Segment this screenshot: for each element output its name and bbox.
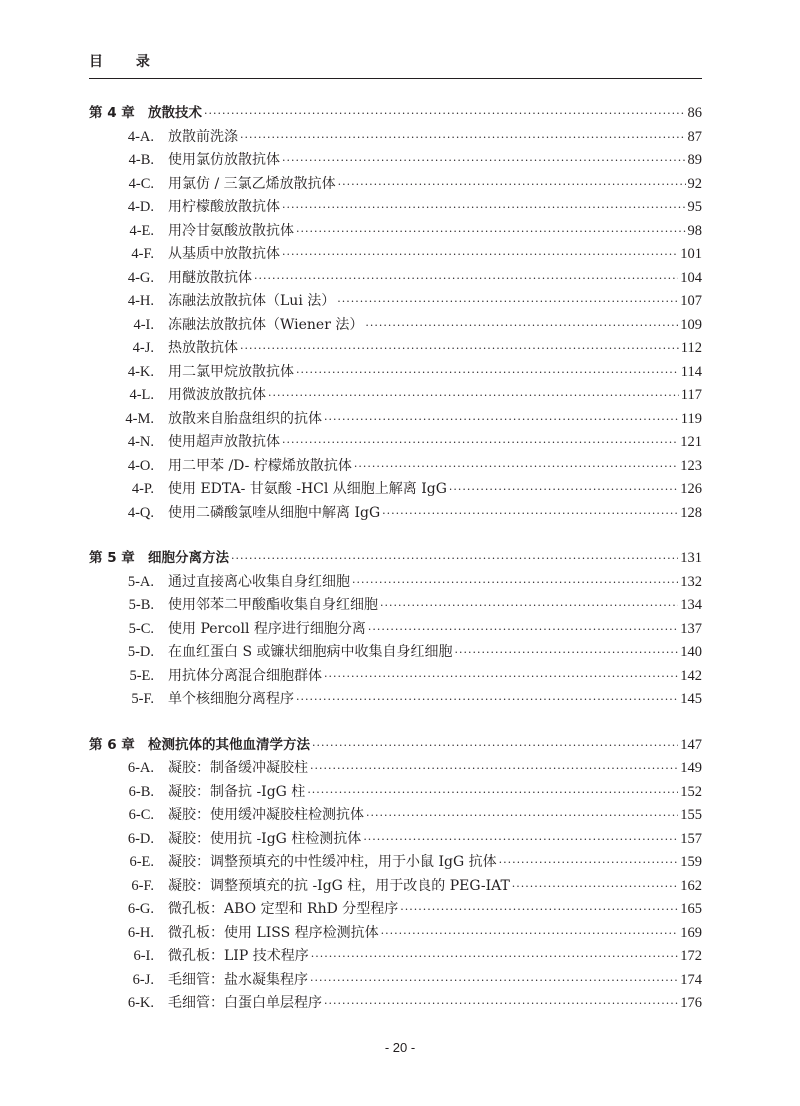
entry-title: 用冷甘氨酸放散抗体	[168, 222, 294, 239]
toc-entry[interactable]	[89, 290, 702, 314]
entry-title: 使用氯仿放散抗体	[168, 152, 280, 168]
toc-entry[interactable]	[89, 173, 702, 197]
leader-dots	[382, 502, 678, 526]
leader-dots	[296, 688, 678, 712]
entry-title: 用柠檬酸放散抗体	[168, 199, 280, 215]
toc-entry[interactable]	[89, 243, 702, 267]
toc-entry[interactable]	[89, 361, 702, 385]
entry-title: 凝胶：调整预填充的抗 -IgG 柱，用于改良的 PEG-IAT	[168, 877, 510, 894]
toc-entry[interactable]	[89, 922, 702, 946]
leader-dots	[512, 875, 678, 899]
chapter-block	[89, 547, 702, 712]
leader-dots	[380, 594, 678, 618]
toc-entry[interactable]	[89, 337, 702, 361]
leader-dots	[282, 431, 678, 455]
toc-entry[interactable]	[89, 126, 702, 150]
leader-dots	[254, 267, 678, 291]
entry-page: 98	[687, 222, 702, 239]
entry-number: 6-I.	[133, 948, 154, 964]
entry-title: 放散前洗涤	[168, 128, 238, 145]
entry-title: 用二氯甲烷放散抗体	[168, 363, 294, 380]
entry-number: 6-F.	[131, 877, 154, 894]
entry-page: 155	[680, 807, 702, 823]
entry-number: 4-E.	[129, 222, 154, 239]
entry-title: 放散技术	[148, 105, 202, 121]
toc-entry[interactable]	[89, 196, 702, 220]
entry-title: 毛细管：白蛋白单层程序	[168, 995, 322, 1011]
leader-dots	[310, 969, 678, 993]
entry-title: 从基质中放散抗体	[168, 246, 280, 262]
entry-title: 微孔板：LIP 技术程序	[168, 948, 309, 964]
leader-dots	[366, 804, 678, 828]
entry-title: 使用邻苯二甲酸酯收集自身红细胞	[168, 597, 378, 613]
entry-number: 6-H.	[127, 924, 154, 941]
entry-title: 微孔板：使用 LISS 程序检测抗体	[168, 924, 379, 941]
entry-number: 6-J.	[132, 971, 154, 988]
toc-entry[interactable]	[89, 594, 702, 618]
entry-number: 6-C.	[128, 807, 154, 823]
toc-entry[interactable]	[89, 455, 702, 479]
toc-entry[interactable]	[89, 314, 702, 338]
leader-dots	[324, 408, 679, 432]
entry-page: 104	[680, 269, 702, 286]
entry-page: 121	[680, 434, 702, 450]
entry-page: 107	[680, 293, 702, 309]
entry-page: 101	[680, 246, 702, 262]
entry-title: 在血红蛋白 S 或镰状细胞病中收集自身红细胞	[168, 644, 453, 660]
entry-title: 使用二磷酸氯喹从细胞中解离 IgG	[168, 504, 381, 521]
leader-dots	[296, 220, 686, 244]
entry-number: 4-P.	[131, 481, 154, 497]
leader-dots	[354, 455, 678, 479]
entry-number: 4-I.	[133, 316, 154, 333]
entry-title: 毛细管：盐水凝集程序	[168, 971, 308, 988]
entry-page: 126	[680, 481, 702, 497]
leader-dots	[231, 547, 678, 571]
entry-number: 6-A.	[127, 760, 154, 776]
entry-number: 4-C.	[128, 175, 154, 192]
toc-entry[interactable]	[89, 757, 702, 781]
leader-dots	[268, 384, 679, 408]
toc-entry[interactable]	[89, 149, 702, 173]
entry-page: 92	[687, 175, 702, 192]
leader-dots	[282, 243, 678, 267]
leader-dots	[296, 361, 679, 385]
entry-page: 95	[687, 199, 702, 215]
toc-entry[interactable]	[89, 571, 702, 595]
toc-entry[interactable]	[89, 502, 702, 526]
entry-page: 165	[680, 901, 702, 917]
entry-page: 140	[680, 644, 702, 660]
table-of-contents	[89, 102, 702, 1038]
entry-title: 凝胶：调整预填充的中性缓冲柱，用于小鼠 IgG 抗体	[168, 854, 497, 870]
entry-title: 用二甲苯 /D- 柠檬烯放散抗体	[168, 457, 352, 474]
leader-dots	[455, 641, 679, 665]
entry-title: 冻融法放散抗体（Lui 法）	[168, 293, 336, 309]
toc-entry[interactable]	[89, 618, 702, 642]
entry-number: 第 5 章	[89, 550, 135, 566]
toc-entry[interactable]	[89, 478, 702, 502]
entry-page: 131	[680, 550, 702, 566]
toc-entry[interactable]	[89, 875, 702, 899]
entry-number: 6-D.	[127, 830, 154, 847]
entry-page: 128	[680, 504, 702, 521]
toc-entry[interactable]	[89, 220, 702, 244]
toc-entry[interactable]	[89, 384, 702, 408]
entry-number: 4-J.	[132, 340, 154, 356]
entry-title: 微孔板：ABO 定型和 RhD 分型程序	[168, 901, 399, 917]
entry-title: 凝胶：制备缓冲凝胶柱	[168, 760, 308, 776]
entry-title: 用微波放散抗体	[168, 387, 266, 403]
entry-page: 162	[680, 877, 702, 894]
entry-number: 4-F.	[131, 246, 154, 262]
toc-entry[interactable]	[89, 898, 702, 922]
toc-entry[interactable]	[89, 945, 702, 969]
toc-entry[interactable]	[89, 969, 702, 993]
entry-page: 149	[680, 760, 702, 776]
entry-number: 4-M.	[125, 410, 154, 427]
leader-dots	[312, 734, 678, 758]
entry-number: 5-E.	[129, 667, 154, 684]
entry-page: 89	[687, 152, 702, 168]
entry-number: 4-Q.	[127, 504, 154, 521]
entry-title: 凝胶：制备抗 -IgG 柱	[168, 783, 306, 800]
entry-page: 132	[680, 573, 702, 590]
header-title: 目 录	[89, 54, 164, 70]
chapter-block	[89, 734, 702, 1016]
leader-dots	[499, 851, 679, 875]
entry-title: 用醚放散抗体	[168, 269, 252, 286]
leader-dots	[352, 571, 678, 595]
toc-entry[interactable]	[89, 828, 702, 852]
leader-dots	[368, 618, 678, 642]
chapter-heading[interactable]	[89, 547, 702, 571]
leader-dots	[311, 945, 679, 969]
entry-title: 检测抗体的其他血清学方法	[148, 736, 310, 753]
entry-number: 4-K.	[127, 363, 154, 380]
entry-title: 使用 EDTA- 甘氨酸 -HCl 从细胞上解离 IgG	[168, 481, 447, 497]
entry-page: 114	[680, 363, 702, 380]
entry-number: 第 4 章	[89, 105, 135, 121]
leader-dots	[282, 149, 686, 173]
entry-page: 159	[680, 854, 702, 870]
page-number: - 20 -	[384, 1040, 416, 1055]
leader-dots	[324, 992, 678, 1016]
toc-entry[interactable]	[89, 781, 702, 805]
toc-entry[interactable]	[89, 804, 702, 828]
entry-number: 4-L.	[129, 387, 154, 403]
leader-dots	[449, 478, 678, 502]
entry-page: 172	[680, 948, 702, 964]
toc-entry[interactable]	[89, 408, 702, 432]
page-header	[89, 50, 702, 79]
entry-number: 5-D.	[127, 644, 154, 660]
entry-number: 5-C.	[128, 620, 154, 637]
entry-page: 112	[680, 340, 702, 356]
leader-dots	[337, 290, 678, 314]
entry-title: 单个核细胞分离程序	[168, 691, 294, 707]
leader-dots	[240, 126, 686, 150]
toc-entry[interactable]	[89, 992, 702, 1016]
entry-page: 86	[687, 105, 702, 121]
entry-title: 凝胶：使用抗 -IgG 柱检测抗体	[168, 830, 362, 847]
leader-dots	[310, 757, 678, 781]
leader-dots	[204, 102, 686, 126]
chapter-block	[89, 102, 702, 525]
leader-dots	[365, 314, 678, 338]
entry-number: 第 6 章	[89, 736, 135, 753]
entry-number: 5-F.	[131, 691, 154, 707]
chapter-heading[interactable]	[89, 734, 702, 758]
entry-page: 123	[680, 457, 702, 474]
toc-entry[interactable]	[89, 267, 702, 291]
leader-dots	[240, 337, 679, 361]
entry-title: 使用超声放散抗体	[168, 434, 280, 450]
entry-title: 通过直接离心收集自身红细胞	[168, 573, 350, 590]
entry-number: 6-G.	[127, 901, 154, 917]
leader-dots	[307, 781, 678, 805]
toc-entry[interactable]	[89, 665, 702, 689]
entry-page: 157	[680, 830, 702, 847]
entry-page: 119	[680, 410, 702, 427]
entry-page: 174	[680, 971, 702, 988]
entry-page: 145	[680, 691, 702, 707]
entry-title: 细胞分离方法	[148, 550, 229, 566]
entry-page: 142	[680, 667, 702, 684]
entry-number: 4-H.	[127, 293, 154, 309]
entry-page: 109	[680, 316, 702, 333]
entry-number: 4-G.	[127, 269, 154, 286]
toc-entry[interactable]	[89, 688, 702, 712]
entry-page: 176	[680, 995, 702, 1011]
entry-title: 热放散抗体	[168, 340, 238, 356]
entry-title: 使用 Percoll 程序进行细胞分离	[168, 620, 366, 637]
entry-page: 117	[680, 387, 702, 403]
entry-title: 冻融法放散抗体（Wiener 法）	[168, 316, 364, 333]
entry-page: 87	[687, 128, 702, 145]
entry-number: 4-D.	[127, 199, 154, 215]
toc-entry[interactable]	[89, 851, 702, 875]
leader-dots	[338, 173, 686, 197]
leader-dots	[324, 665, 678, 689]
leader-dots	[282, 196, 686, 220]
entry-title: 用氯仿 / 三氯乙烯放散抗体	[168, 175, 336, 192]
entry-number: 6-E.	[129, 854, 154, 870]
entry-number: 4-N.	[127, 434, 154, 450]
entry-number: 6-B.	[128, 783, 154, 800]
toc-entry[interactable]	[89, 431, 702, 455]
entry-number: 5-B.	[128, 597, 154, 613]
entry-page: 137	[680, 620, 702, 637]
leader-dots	[400, 898, 678, 922]
entry-number: 5-A.	[127, 573, 154, 590]
toc-entry[interactable]	[89, 641, 702, 665]
entry-title: 放散来自胎盘组织的抗体	[168, 410, 322, 427]
entry-number: 4-B.	[128, 152, 154, 168]
entry-number: 4-O.	[127, 457, 154, 474]
entry-page: 147	[680, 736, 702, 753]
entry-title: 凝胶：使用缓冲凝胶柱检测抗体	[168, 807, 364, 823]
entry-title: 用抗体分离混合细胞群体	[168, 667, 322, 684]
entry-number: 4-A.	[127, 128, 154, 145]
leader-dots	[381, 922, 679, 946]
entry-number: 6-K.	[127, 995, 154, 1011]
entry-page: 152	[680, 783, 702, 800]
entry-page: 169	[680, 924, 702, 941]
entry-page: 134	[680, 597, 702, 613]
chapter-heading[interactable]	[89, 102, 702, 126]
leader-dots	[363, 828, 678, 852]
